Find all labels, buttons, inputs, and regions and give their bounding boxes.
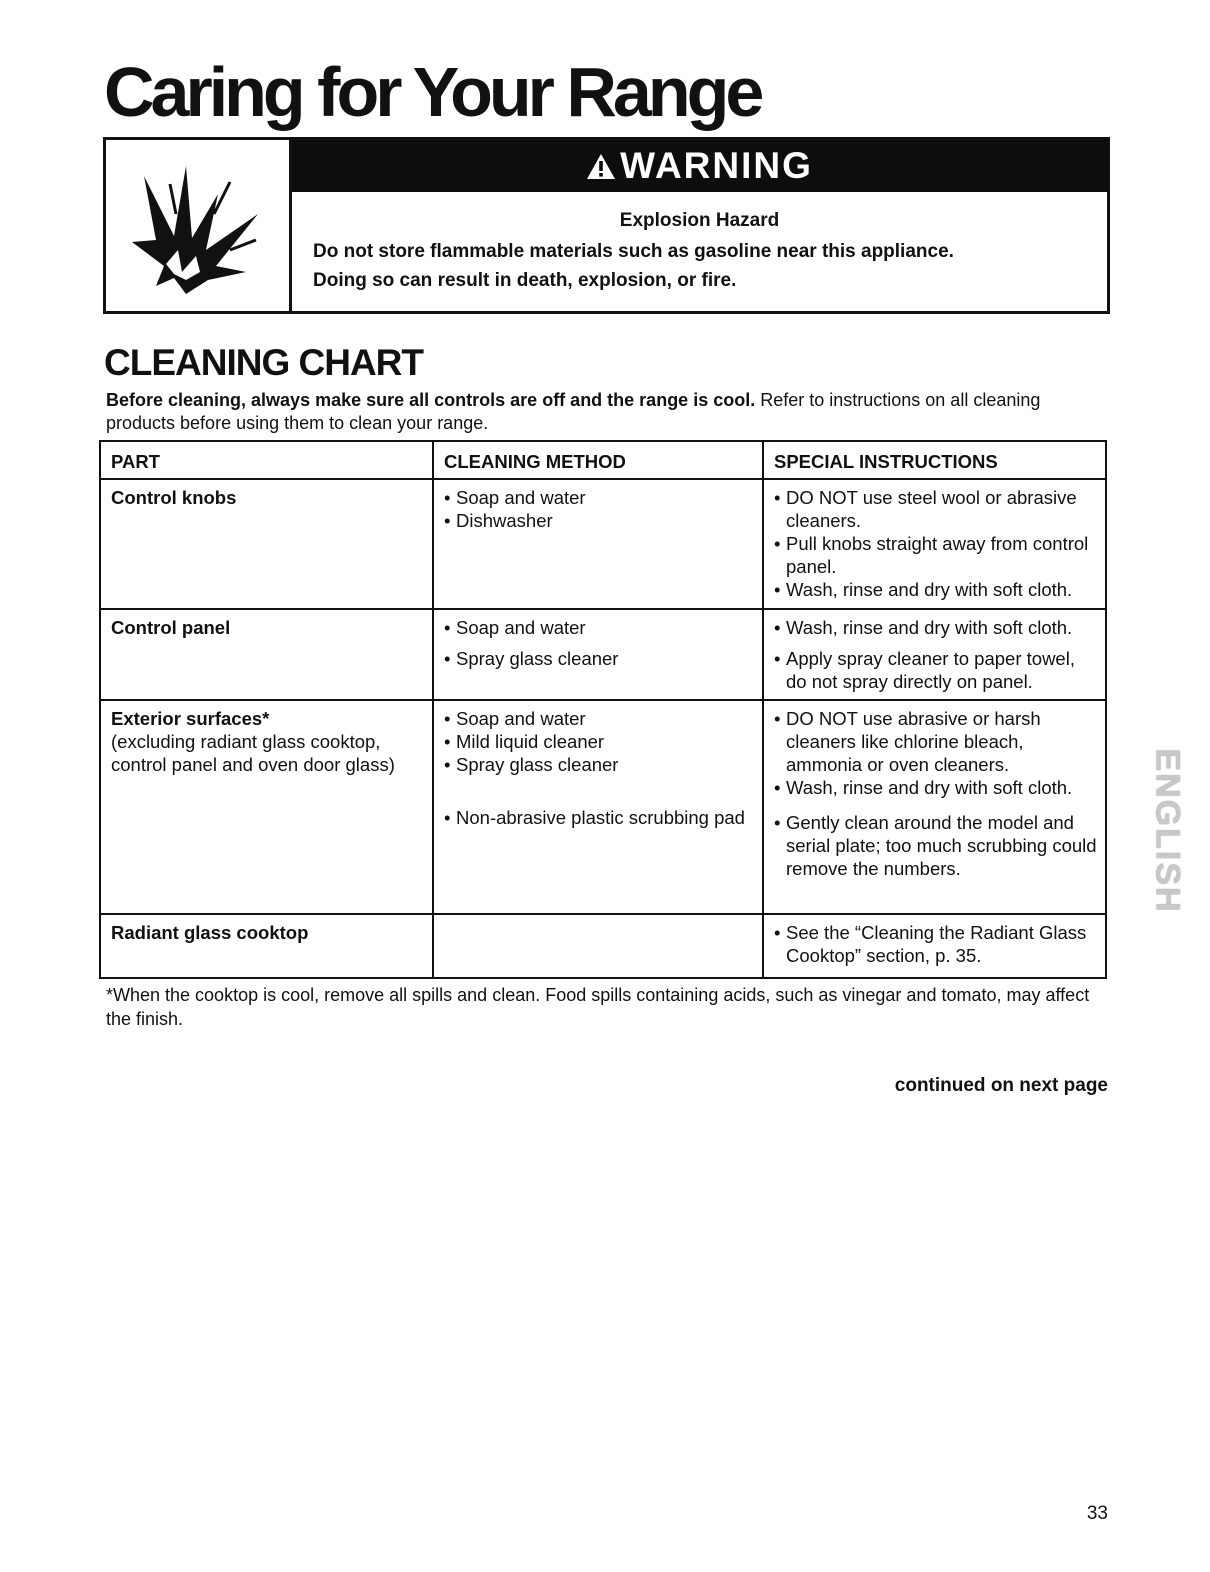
instruction-item: • See the “Cleaning the Radiant Glass Cooktop” section, p. 35. [774,921,1097,967]
table-header-row [100,441,1106,479]
instruction-item: • Pull knobs straight away from control panel. [774,532,1097,578]
hazard-title: Explosion Hazard [619,210,780,231]
method-item: • Spray glass cleaner [444,647,754,670]
instruction-item: • DO NOT use abrasive or harsh cleaners like chlorine bleach, ammonia or oven cleaners. [774,707,1097,776]
part-note: (excluding radiant glass cooktop, control panel and oven door glass) [111,731,395,775]
instruction-item: • DO NOT use steel wool or abrasive cleaners. [774,486,1097,532]
table-row [100,914,1106,978]
warning-banner [292,140,1107,192]
part-cell [100,914,433,978]
method-item: • Mild liquid cleaner [444,730,754,753]
part-name: Radiant glass cooktop [111,922,309,943]
intro-bold: Before cleaning, always make sure all controls are off and the range is cool. [106,390,756,410]
language-side-tab [1147,720,1187,942]
method-cell [433,914,763,978]
table-row [100,479,1106,609]
method-item: • Non-abrasive plastic scrubbing pad [444,806,754,829]
instruction-item: • Apply spray cleaner to paper towel, do not spray directly on panel. [774,647,1097,693]
warning-label: WARNING [620,145,813,186]
method-item: • Soap and water [444,707,754,730]
instruction-item: • Gently clean around the model and serial plate; too much scrubbing could remove the numbers. [774,811,1097,880]
header-special-instructions: SPECIAL INSTRUCTIONS [763,441,1106,479]
header-part: PART [100,441,433,479]
hazard-line-2: Doing so can result in death, explosion, or fire. [313,270,737,291]
method-item: • Soap and water [444,616,754,639]
method-cell [433,479,763,609]
warning-box [103,137,1110,314]
method-cell [433,609,763,700]
section-title: CLEANING CHART [104,342,423,383]
cleaning-chart-table [99,440,1107,979]
intro-rest: Refer to instructions on all cleaning products before using them to clean your range. [106,390,1041,433]
instruction-item: • Wash, rinse and dry with soft cloth. [774,578,1097,601]
instruction-cell [763,700,1106,914]
instruction-item: • Wash, rinse and dry with soft cloth. [774,776,1097,799]
method-item: • Dishwasher [444,509,754,532]
table-row [100,700,1106,914]
part-cell [100,479,433,609]
method-item: • Soap and water [444,486,754,509]
hazard-line-1: Do not store flammable materials such as gasoline near this appliance. [313,241,954,262]
explosion-icon [126,154,271,299]
page-number: 33 [1086,1503,1108,1524]
instruction-cell [763,609,1106,700]
part-name: Control knobs [111,487,237,508]
warning-triangle-icon [586,153,616,180]
instruction-cell [763,914,1106,978]
instruction-item: • Wash, rinse and dry with soft cloth. [774,616,1097,639]
warning-icon-cell [106,140,292,311]
part-name: Exterior surfaces* [111,708,270,729]
table-row [100,609,1106,700]
method-item: • Spray glass cleaner [444,753,754,776]
instruction-cell [763,479,1106,609]
part-cell [100,609,433,700]
header-cleaning-method: CLEANING METHOD [433,441,763,479]
continued-note: continued on next page [894,1075,1108,1096]
method-cell [433,700,763,914]
part-name: Control panel [111,617,231,638]
page-title: Caring for Your Range [104,53,761,131]
side-tab-label: ENGLISH [1148,748,1187,914]
intro-text [106,389,1106,435]
footnote: *When the cooktop is cool, remove all spills and clean. Food spills containing acids, such as vinegar and tomato, may affect the finish. [106,985,1090,1029]
part-cell [100,700,433,914]
